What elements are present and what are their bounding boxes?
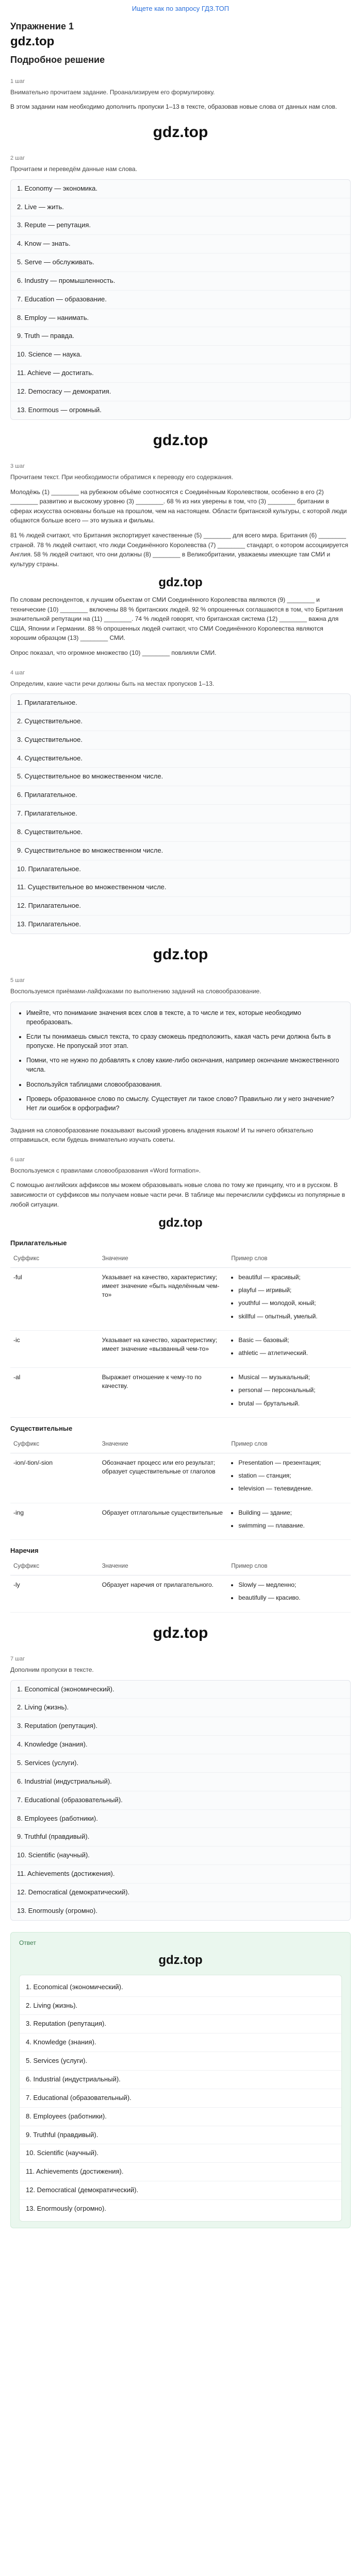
step-tag: 3 шаг <box>10 463 25 470</box>
list-item: 12. Democratical (демократический). <box>11 1884 350 1902</box>
word-list-card <box>10 179 351 420</box>
list-item: 4. Know — знать. <box>11 235 350 253</box>
table-row <box>10 1453 351 1503</box>
search-hint-link[interactable]: Ищете как по запросу ГДЗ.ТОП <box>132 5 229 12</box>
list-item: 2. Существительное. <box>11 713 350 731</box>
list-item: 7. Educational (образовательный). <box>20 2089 341 2108</box>
list-item: 11. Achievements (достижения). <box>20 2163 341 2181</box>
step-3 <box>10 463 351 657</box>
list-item: 6. Industrial (индустриальный). <box>11 1773 350 1791</box>
list-item: 6. Прилагательное. <box>11 786 350 805</box>
step-4 <box>10 669 351 934</box>
example-item: • Slowly — медленно; <box>238 1581 348 1589</box>
list-item: 12. Democracy — демократия. <box>11 383 350 401</box>
list-item: • Проверь образованное слово по смыслу. Существует ли такое слово? Правильно ли у него значение? Нет ли ошибок в орфографии? <box>26 1094 344 1113</box>
example-item: • Musical — музыкальный; <box>238 1373 348 1382</box>
brand-watermark: gdz.top <box>158 1953 203 1967</box>
list-item: 10. Прилагательное. <box>11 860 350 879</box>
list-item: 2. Live — жить. <box>11 198 350 217</box>
column-header: Значение <box>99 1558 228 1575</box>
column-header: Суффикс <box>10 1558 99 1575</box>
list-item: 10. Scientific (научный). <box>20 2144 341 2163</box>
list-item: 5. Serve — обслуживать. <box>11 253 350 272</box>
list-item: 3. Существительное. <box>11 731 350 750</box>
answer-block <box>10 1932 351 2228</box>
list-item: 1. Economy — экономика. <box>11 180 350 198</box>
list-item: 13. Enormously (огромно). <box>17 1906 97 1914</box>
meaning-cell: Выражает отношение к чему-то по качеству. <box>99 1367 228 1417</box>
list-item: 11. Achievements (достижения). <box>11 1865 350 1884</box>
example-item: • personal — персональный; <box>238 1386 348 1395</box>
list-item: 13. Прилагательное. <box>17 920 81 928</box>
suffix-cell: -ion/-tion/-sion <box>10 1453 99 1503</box>
list-item: 5. Существительное во множественном числе. <box>11 768 350 786</box>
adverbs-table <box>10 1558 351 1612</box>
meaning-cell: Указывает на качество, характеристику; имеет значение «быть наделённым чем-то» <box>99 1267 228 1331</box>
example-item: • swimming — плавание. <box>238 1521 348 1530</box>
example-item: • station — станция; <box>238 1471 348 1480</box>
list-item: 9. Существительное во множественном числе. <box>11 842 350 860</box>
list-item: 1. Прилагательное. <box>11 694 350 713</box>
filled-list-card <box>10 1680 351 1921</box>
column-header: Суффикс <box>10 1436 99 1453</box>
list-item: • Если ты понимаешь смысл текста, то сразу сможешь предположить, какая часть речи должна быть в пропуске. Не пропускай этот этап. <box>26 1032 344 1050</box>
column-header: Значение <box>99 1250 228 1267</box>
list-item: 6. Industry — промышленность. <box>11 272 350 291</box>
meaning-cell: Указывает на качество, характеристику; имеет значение «вызванный чем-то» <box>99 1331 228 1368</box>
step-tag: 2 шаг <box>10 155 25 162</box>
text-paragraph: 81 % людей считают, что Британия экспортирует качественные (5) ________ для всего мира. Британия (6) ________ страной. 78 % людей считают, что люди Соединённого Королевства (7) ________ стандарт, о котором ассоциируется Англия. 58 % людей считают, что они должны (8) ________ в Великобритании, уважаемы имеющие там СМИ и культуру страны. <box>10 531 349 568</box>
example-item: • Building — здание; <box>238 1509 348 1517</box>
list-item: 3. Reputation (репутация). <box>11 1717 350 1736</box>
list-item: 12. Прилагательное. <box>11 897 350 916</box>
section-heading-adverbs: Наречия <box>10 1547 39 1555</box>
column-header: Пример слов <box>228 1558 351 1575</box>
answer-list <box>20 1978 341 2218</box>
examples-cell <box>228 1453 351 1503</box>
list-item: 9. Truthful (правдивый). <box>11 1828 350 1846</box>
list-item: 7. Education — образование. <box>11 291 350 309</box>
text-paragraph: Опрос показал, что огромное множество (10) ________ повлияли СМИ. <box>10 649 217 657</box>
brand-watermark: gdz.top <box>153 123 208 141</box>
list-item: 4. Knowledge (знания). <box>11 1736 350 1754</box>
step-title: Дополним пропуски в тексте. <box>10 1666 94 1674</box>
examples-cell <box>228 1367 351 1417</box>
text-paragraph: По словам респондентов, к лучшим объектам от СМИ Соединённого Королевства являются (9) ________ и технические (10) ________ включены 88 % британских людей. 92 % опрошенных соглашаются в том, что Британия значительной репутации на (11) ________. 74 % людей говорят, что британская система (12) ________ важна для США, Японии и Германии. 88 % опрошенных людей считают, что СМИ Соединённого Королевства являются хорошим образцом (13) ________ СМИ. <box>10 596 343 642</box>
example-item: • television — телевидение. <box>238 1484 348 1493</box>
answer-label: Ответ <box>19 1939 36 1946</box>
filled-list <box>11 1681 350 1920</box>
list-item: 4. Существительное. <box>11 750 350 768</box>
word-list <box>11 180 350 419</box>
list-item: 11. Achieve — достигать. <box>11 364 350 383</box>
list-item: 2. Living (жизнь). <box>20 1997 341 2015</box>
list-item: 13. Enormous — огромный. <box>17 405 102 414</box>
list-item: 2. Living (жизнь). <box>11 1699 350 1717</box>
solution-title: Подробное решение <box>10 54 105 65</box>
list-item: 12. Democratical (демократический). <box>20 2181 341 2200</box>
table-row <box>10 1503 351 1540</box>
example-item: • athletic — атлетический. <box>238 1349 348 1358</box>
brand-watermark: gdz.top <box>158 575 203 590</box>
text-paragraph: Молодёжь (1) ________ на рубежном объёме соотносятся с Соединённым Королевством, особенно в его (2) ________ развитию и высокому уровню (3) ________. 68 % из них уверены в том, что (3) ________ британии в сферах искусства основаны больше на прошлом, чем на настоящем. Области британской культуры, с которой люди общаются больше всего — это музыка и фильмы. <box>10 488 347 524</box>
step-title: Воспользуемся приёмами-лайфхаками по выполнению заданий на словообразование. <box>10 988 261 995</box>
table-row <box>10 1267 351 1331</box>
step-tag: 4 шаг <box>10 669 25 676</box>
step-6 <box>10 1156 351 1613</box>
list-item: 1. Economical (экономический). <box>11 1681 350 1699</box>
example-item: • beautiful — красивый; <box>238 1273 348 1282</box>
column-header: Пример слов <box>228 1436 351 1453</box>
meaning-cell: Образует отглагольные существительные <box>99 1503 228 1540</box>
brand-watermark: gdz.top <box>10 35 55 49</box>
answer-card <box>19 1975 342 2222</box>
suffix-cell: -ic <box>10 1331 99 1368</box>
brand-watermark: gdz.top <box>153 431 208 449</box>
table-row <box>10 1367 351 1417</box>
pos-list <box>11 694 350 934</box>
example-item: • Presentation — презентация; <box>238 1459 348 1467</box>
list-item: • Помни, что не нужно по добавлять к слову какие-либо окончания, например окончание множественного числа. <box>26 1056 344 1074</box>
tips-card <box>10 1002 351 1120</box>
example-item: • youthful — молодой, юный; <box>238 1299 348 1308</box>
list-item: 5. Services (услуги). <box>11 1754 350 1773</box>
examples-cell <box>228 1331 351 1368</box>
list-item: 9. Truth — правда. <box>11 327 350 346</box>
tips-list <box>17 1008 344 1113</box>
list-item: 3. Reputation (репутация). <box>20 2015 341 2033</box>
list-item: 7. Educational (образовательный). <box>11 1791 350 1810</box>
list-item: 10. Science — наука. <box>11 346 350 364</box>
list-item: 6. Industrial (индустриальный). <box>20 2071 341 2089</box>
list-item: 3. Repute — репутация. <box>11 216 350 235</box>
meaning-cell: Образует наречия от прилагательного. <box>99 1575 228 1613</box>
step-summary: Задания на словообразование показывают высокий уровень владения языком! И ты ничего обязательно отправишься, если будешь внимательно изучать советы. <box>10 1126 314 1144</box>
brand-watermark: gdz.top <box>158 1216 203 1230</box>
list-item: 10. Scientific (научный). <box>11 1846 350 1865</box>
brand-watermark: gdz.top <box>153 1624 208 1641</box>
step-tag: 1 шаг <box>10 78 25 84</box>
step-title: Определим, какие части речи должны быть на местах пропусков 1–13. <box>10 680 215 687</box>
suffix-cell: -ly <box>10 1575 99 1613</box>
step-5 <box>10 977 351 1145</box>
step-7 <box>10 1655 351 1920</box>
pos-list-card <box>10 693 351 934</box>
list-item: 5. Services (услуги). <box>20 2052 341 2071</box>
table-row <box>10 1575 351 1613</box>
list-item: 4. Knowledge (знания). <box>20 2033 341 2052</box>
step-tag: 5 шаг <box>10 977 25 984</box>
step-text: В этом задании нам необходимо дополнить пропуски 1–13 в тексте, образовав новые слова от данных нам слов. <box>10 103 337 111</box>
list-item: 8. Существительное. <box>11 823 350 842</box>
suffix-cell: -ing <box>10 1503 99 1540</box>
step-title: Прочитаем и переведём данные нам слова. <box>10 165 137 173</box>
step-1 <box>10 78 351 112</box>
list-item: • Имейте, что понимание значения всех слов в тексте, а то числе и тех, которые необходимо преобразовать. <box>26 1008 344 1027</box>
step-title: Внимательно прочитаем задание. Проанализируем его формулировку. <box>10 88 215 96</box>
column-header: Пример слов <box>228 1250 351 1267</box>
brand-watermark: gdz.top <box>153 945 208 963</box>
step-tag: 7 шаг <box>10 1656 25 1663</box>
column-header: Значение <box>99 1436 228 1453</box>
step-2 <box>10 155 351 419</box>
step-intro: С помощью английских аффиксов мы можем образовывать новые слова по тому же принципу, что и в русском. В зависимости от суффиксов мы получаем новые части речи. В таблице мы перечислили суффиксы из популярные в любой ситуации. <box>10 1181 346 1208</box>
list-item: 7. Прилагательное. <box>11 805 350 823</box>
table-row <box>10 1331 351 1368</box>
examples-cell <box>228 1575 351 1613</box>
suffix-cell: -al <box>10 1367 99 1417</box>
step-title: Воспользуемся с правилами словообразования «Word formation». <box>10 1167 201 1175</box>
examples-cell <box>228 1503 351 1540</box>
list-item: 13. Enormously (огромно). <box>26 2204 106 2212</box>
suffix-cell: -ful <box>10 1267 99 1331</box>
nouns-table <box>10 1436 351 1540</box>
section-heading-nouns: Существительные <box>10 1425 73 1433</box>
adjectives-table <box>10 1250 351 1418</box>
examples-cell <box>228 1267 351 1331</box>
example-item: • playful — игривый; <box>238 1286 348 1295</box>
example-item: • brutal — брутальный. <box>238 1399 348 1408</box>
section-heading-adjectives: Прилагательные <box>10 1239 67 1247</box>
example-item: • skillful — опытный, умелый. <box>238 1312 348 1321</box>
column-header: Суффикс <box>10 1250 99 1267</box>
list-item: 8. Employ — нанимать. <box>11 309 350 328</box>
step-title: Прочитаем текст. При необходимости обратимся к переводу его содержания. <box>10 473 233 481</box>
example-item: • Basic — базовый; <box>238 1336 348 1345</box>
list-item: 8. Employees (работники). <box>20 2108 341 2126</box>
step-tag: 6 шаг <box>10 1157 25 1163</box>
list-item: • Воспользуйся таблицами словообразования. <box>26 1080 344 1089</box>
list-item: 11. Существительное во множественном числе. <box>11 878 350 897</box>
meaning-cell: Обозначает процесс или его результат; образует существительные от глаголов <box>99 1453 228 1503</box>
list-item: 9. Truthful (правдивый). <box>20 2126 341 2145</box>
list-item: 8. Employees (работники). <box>11 1810 350 1828</box>
exercise-title: Упражнение 1 <box>10 21 74 31</box>
list-item: 1. Economical (экономический). <box>20 1978 341 1997</box>
example-item: • beautifully — красиво. <box>238 1594 348 1602</box>
